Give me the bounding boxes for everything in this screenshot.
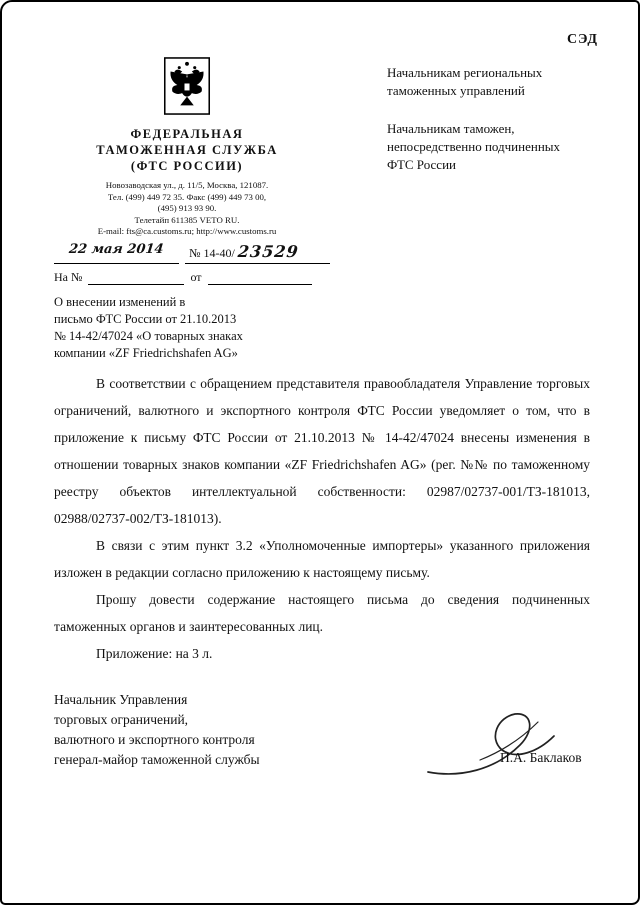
handwritten-number: 23529 <box>236 242 300 261</box>
body-paragraph-3: Прошу довести содержание настоящего письма до сведения подчиненных таможенных органов и заинтересованных лиц. <box>54 592 590 634</box>
attachment-note: Приложение: на 3 л. <box>96 646 213 661</box>
letter-date <box>54 242 179 264</box>
sed-label: СЭД <box>566 32 598 47</box>
subject-line3: № 14-42/47024 «О товарных знаках <box>54 329 243 343</box>
org-address: Новозаводская ул., д. 11/5, Москва, 121087. <box>105 180 269 190</box>
signer-title-line4: генерал-майор таможенной службы <box>54 752 260 767</box>
addressee2-line1: Начальникам таможен, <box>387 121 515 136</box>
signature-handwriting <box>420 700 570 790</box>
incoming-reference-row <box>54 270 330 285</box>
org-teletype: Телетайп 611385 VETO RU. <box>134 214 240 225</box>
body-paragraph-2: В связи с этим пункт 3.2 «Уполномоченные импортеры» указанного приложения изложен в редакции согласно приложению к настоящему письму. <box>54 538 590 580</box>
blank-line <box>88 272 184 285</box>
na-no-label: На № <box>54 270 83 284</box>
org-name-line1: ФЕДЕРАЛЬНАЯ <box>130 127 244 141</box>
body-paragraph-1: В соответствии с обращением представителя правообладателя Управление торговых ограничений, валютного и экспортного контроля ФТС России уведомляет о том, что в приложение к письму ФТС России от 21.10.2013 № 14-42/47024 внесены изменения в отношении товарных знаков компании «ZF Friedrichshafen AG» (рег. №№ по таможенному реестру объектов интеллектуальной собственности: 02987/02737-001/ТЗ-181013, 02988/02737-002/ТЗ-181013). <box>54 376 590 526</box>
addressee1-line1: Начальникам региональных <box>387 65 543 80</box>
org-name-line3: (ФТС РОССИИ) <box>130 159 244 173</box>
subject-line2: письмо ФТС России от 21.10.2013 <box>54 312 237 326</box>
addressee-block-2 <box>387 120 602 174</box>
letter-body <box>54 370 590 667</box>
org-phone2: (495) 913 93 90. <box>157 203 217 213</box>
signer-title-line1: Начальник Управления <box>54 692 188 707</box>
subject-block <box>54 294 304 362</box>
addressee2-line2: непосредственно подчиненных <box>387 139 561 154</box>
letter-number <box>185 242 330 264</box>
number-prefix: № 14-40/ <box>189 246 235 260</box>
org-phone1: Тел. (499) 449 72 35. Факс (499) 449 73 00, <box>107 191 267 202</box>
signer-title-line2: торговых ограничений, <box>54 712 189 727</box>
addressee2-line3: ФТС России <box>387 157 456 172</box>
subject-line1: О внесении изменений в <box>54 295 186 309</box>
addressees <box>387 64 602 194</box>
addressee-block-1 <box>387 64 602 100</box>
signer-name: П.А. Баклаков <box>500 750 582 765</box>
blank-line <box>208 272 312 285</box>
coat-of-arms-icon <box>163 57 211 120</box>
org-name-line2: ТАМОЖЕННАЯ СЛУЖБА <box>96 143 278 157</box>
letterhead <box>54 57 320 238</box>
addressee1-line2: таможенных управлений <box>387 83 525 98</box>
signer-title-line3: валютного и экспортного контроля <box>54 732 255 747</box>
org-email: E-mail: fts@ca.customs.ru; http://www.customs.ru <box>97 226 277 236</box>
signer-title-block <box>54 690 354 770</box>
handwritten-date: 22 мая 2014 <box>68 242 165 257</box>
reference-row <box>54 242 330 264</box>
subject-line4: компании «ZF Friedrichshafen AG» <box>54 346 238 360</box>
ot-label: от <box>190 270 202 284</box>
